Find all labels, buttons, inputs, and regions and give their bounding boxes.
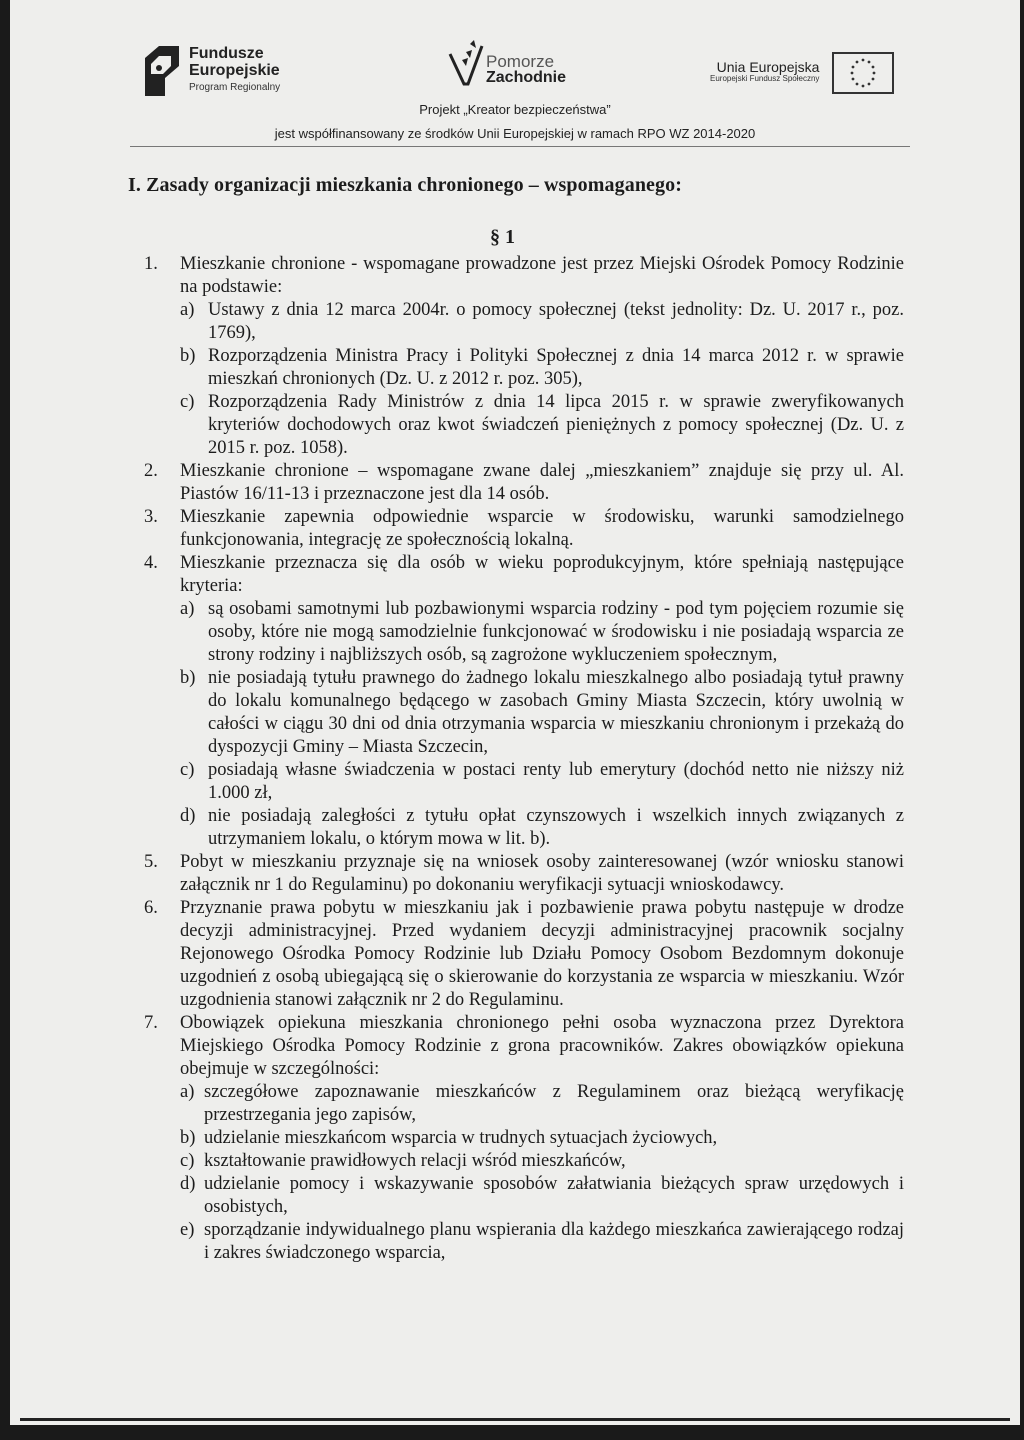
sub-item: [180, 759, 904, 805]
sub-text: sporządzanie indywidualnego planu wspierania dla każdego mieszkańca zawierającego rodzaj i zakres świadczonego wsparcia,: [204, 1220, 904, 1263]
fe-line-3: Program Regionalny: [189, 82, 281, 94]
sub-letter: c): [180, 1151, 195, 1171]
paragraph-symbol: § 1: [490, 226, 515, 248]
logo-pomorze-zachodnie: [448, 40, 566, 86]
sub-item: [180, 598, 904, 667]
sub-letter: a): [180, 599, 195, 619]
sub-letter: a): [180, 1082, 195, 1102]
fe-line-1: Fundusze: [189, 45, 264, 63]
list-item: [144, 552, 904, 851]
sub-item: [180, 1081, 904, 1127]
eu-flag-icon: [832, 52, 894, 94]
scan-bottom-edge: [20, 1418, 1010, 1421]
list-item: [144, 897, 904, 1012]
item-number: 1.: [144, 254, 158, 274]
fe-line-2: Europejskie: [189, 62, 280, 80]
sub-item: [180, 1127, 904, 1150]
sub-item: [180, 1219, 904, 1265]
sub-text: są osobami samotnymi lub pozbawionymi wsparcia rodziny - pod tym pojęciem rozumie się osoby, które nie mogą samodzielnie funkcjonować w środowisku i nie posiadają wsparcia ze strony rodziny i najbliższych osób, są zagrożone wykluczeniem społecznym,: [208, 599, 904, 665]
sub-letter: c): [180, 760, 195, 780]
section-heading: I. Zasady organizacji mieszkania chronionego – wspomaganego:: [128, 174, 682, 196]
item-number: 7.: [144, 1013, 158, 1033]
item-text: Przyznanie prawa pobytu w mieszkaniu jak i pozbawienie prawa pobytu następuje w drodze decyzji administracyjnej. Przed wydaniem decyzji administracyjnej pracownik socjalny Rejonowego Ośrodka Pomocy Rodzinie lub Działu Pomocy Osobom Bezdomnym dokonuje uzgodnień z osobą ubiegającą się o skierowanie do korzystania ze wsparcia w mieszkaniu. Wzór uzgodnienia stanowi załącznik nr 2 do Regulaminu.: [180, 898, 904, 1010]
item-text: Pobyt w mieszkaniu przyznaje się na wniosek osoby zainteresowanej (wzór wniosku stanowi załącznik nr 1 do Regulaminu) po dokonaniu weryfikacji sytuacji wnioskodawcy.: [180, 852, 904, 895]
item-number: 5.: [144, 852, 158, 872]
item-number: 6.: [144, 898, 158, 918]
project-funding: jest współfinansowany ze środków Unii Europejskiej w ramach RPO WZ 2014-2020: [274, 126, 756, 141]
item-text: Mieszkanie chronione – wspomagane zwane dalej „mieszkaniem” znajduje się przy ul. Al. Piastów 16/11-13 i przeznaczone jest dla 14 osób.: [180, 461, 904, 504]
sub-text: kształtowanie prawidłowych relacji wśród mieszkańców,: [204, 1151, 626, 1171]
item-number: 4.: [144, 553, 158, 573]
sub-text: nie posiadają zaległości z tytułu opłat czynszowych i wszelkich innych związanych z utrzymaniem lokalu, o którym mowa w lit. b).: [208, 806, 904, 849]
item-text: Mieszkanie chronione - wspomagane prowadzone jest przez Miejski Ośrodek Pomocy Rodzinie na podstawie:: [180, 254, 904, 297]
list-item: [144, 460, 904, 506]
sub-letter: c): [180, 392, 195, 412]
list-item: [144, 253, 904, 460]
logo-fundusze-europejskie: [145, 44, 280, 96]
list-item: [144, 1012, 904, 1265]
sub-letter: d): [180, 806, 196, 826]
sub-item: [180, 805, 904, 851]
item-number: 2.: [144, 461, 158, 481]
ue-line-1: Unia Europejska: [716, 59, 820, 75]
item-text: Mieszkanie zapewnia odpowiednie wsparcie w środowisku, warunki samodzielnego funkcjonowania, integrację ze społecznością lokalną.: [180, 507, 904, 550]
sub-letter: e): [180, 1220, 195, 1240]
list-item: [144, 851, 904, 897]
sub-letter: d): [180, 1174, 196, 1194]
sub-item: [180, 667, 904, 759]
sub-item: [180, 1150, 904, 1173]
sub-item: [180, 299, 904, 345]
sub-letter: b): [180, 1128, 196, 1148]
sub-letter: b): [180, 346, 196, 366]
sub-text: udzielanie mieszkańcom wsparcia w trudnych sytuacjach życiowych,: [204, 1128, 718, 1148]
sub-letter: b): [180, 668, 196, 688]
list-item: [144, 506, 904, 552]
document-body: [144, 253, 904, 1265]
pz-line-2: Zachodnie: [486, 69, 567, 86]
sub-item: [180, 391, 904, 460]
item-number: 3.: [144, 507, 158, 527]
sub-text: szczegółowe zapoznawanie mieszkańców z Regulaminem oraz bieżącą weryfikację przestrzegania jego zapisów,: [204, 1082, 904, 1125]
sub-text: Rozporządzenia Ministra Pracy i Polityki Społecznej z dnia 14 marca 2012 r. w sprawie mieszkań chronionych (Dz. U. z 2012 r. poz. 305),: [208, 346, 904, 389]
header-divider: [130, 146, 910, 147]
ue-line-2: Europejski Fundusz Społeczny: [710, 74, 820, 84]
document-page: [10, 0, 1020, 1425]
item-text: Obowiązek opiekuna mieszkania chronionego pełni osoba wyznaczona przez Dyrektora Miejskiego Ośrodka Pomocy Rodzinie z grona pracowników. Zakres obowiązków opiekuna obejmuje w szczególności:: [180, 1013, 904, 1079]
sub-text: udzielanie pomocy i wskazywanie sposobów załatwiania bieżących spraw urzędowych i osobistych,: [204, 1174, 904, 1217]
sub-text: posiadają własne świadczenia w postaci renty lub emerytury (dochód netto nie niższy niż 1.000 zł,: [208, 760, 904, 803]
project-title: Projekt „Kreator bezpieczeństwa”: [419, 102, 611, 117]
sub-item: [180, 345, 904, 391]
pz-line-1: Pomorze: [486, 52, 555, 71]
sub-text: Ustawy z dnia 12 marca 2004r. o pomocy społecznej (tekst jednolity: Dz. U. 2017 r., poz. 1769),: [208, 300, 904, 343]
sub-item: [180, 1173, 904, 1219]
fe-logo-icon: [145, 44, 179, 96]
item-text: Mieszkanie przeznacza się dla osób w wieku poprodukcyjnym, które spełniają następujące kryteria:: [180, 553, 904, 596]
pz-logo-icon: [448, 40, 484, 86]
logo-unia-europejska: [710, 60, 819, 84]
sub-text: nie posiadają tytułu prawnego do żadnego lokalu mieszkalnego albo posiadają tytuł prawny do lokalu komunalnego będącego w zasobach Gminy Miasta Szczecin, który uwolnią w całości w ciągu 30 dni od dnia otrzymania wsparcia w mieszkaniu chronionym i przekażą do dyspozycji Gminy – Miasta Szczecin,: [208, 668, 904, 757]
sub-letter: a): [180, 300, 195, 320]
sub-text: Rozporządzenia Rady Ministrów z dnia 14 lipca 2015 r. w sprawie zweryfikowanych kryteriów dochodowych oraz kwot świadczeń pieniężnych z pomocy społecznej (Dz. U. z 2015 r. poz. 1058).: [208, 392, 904, 458]
